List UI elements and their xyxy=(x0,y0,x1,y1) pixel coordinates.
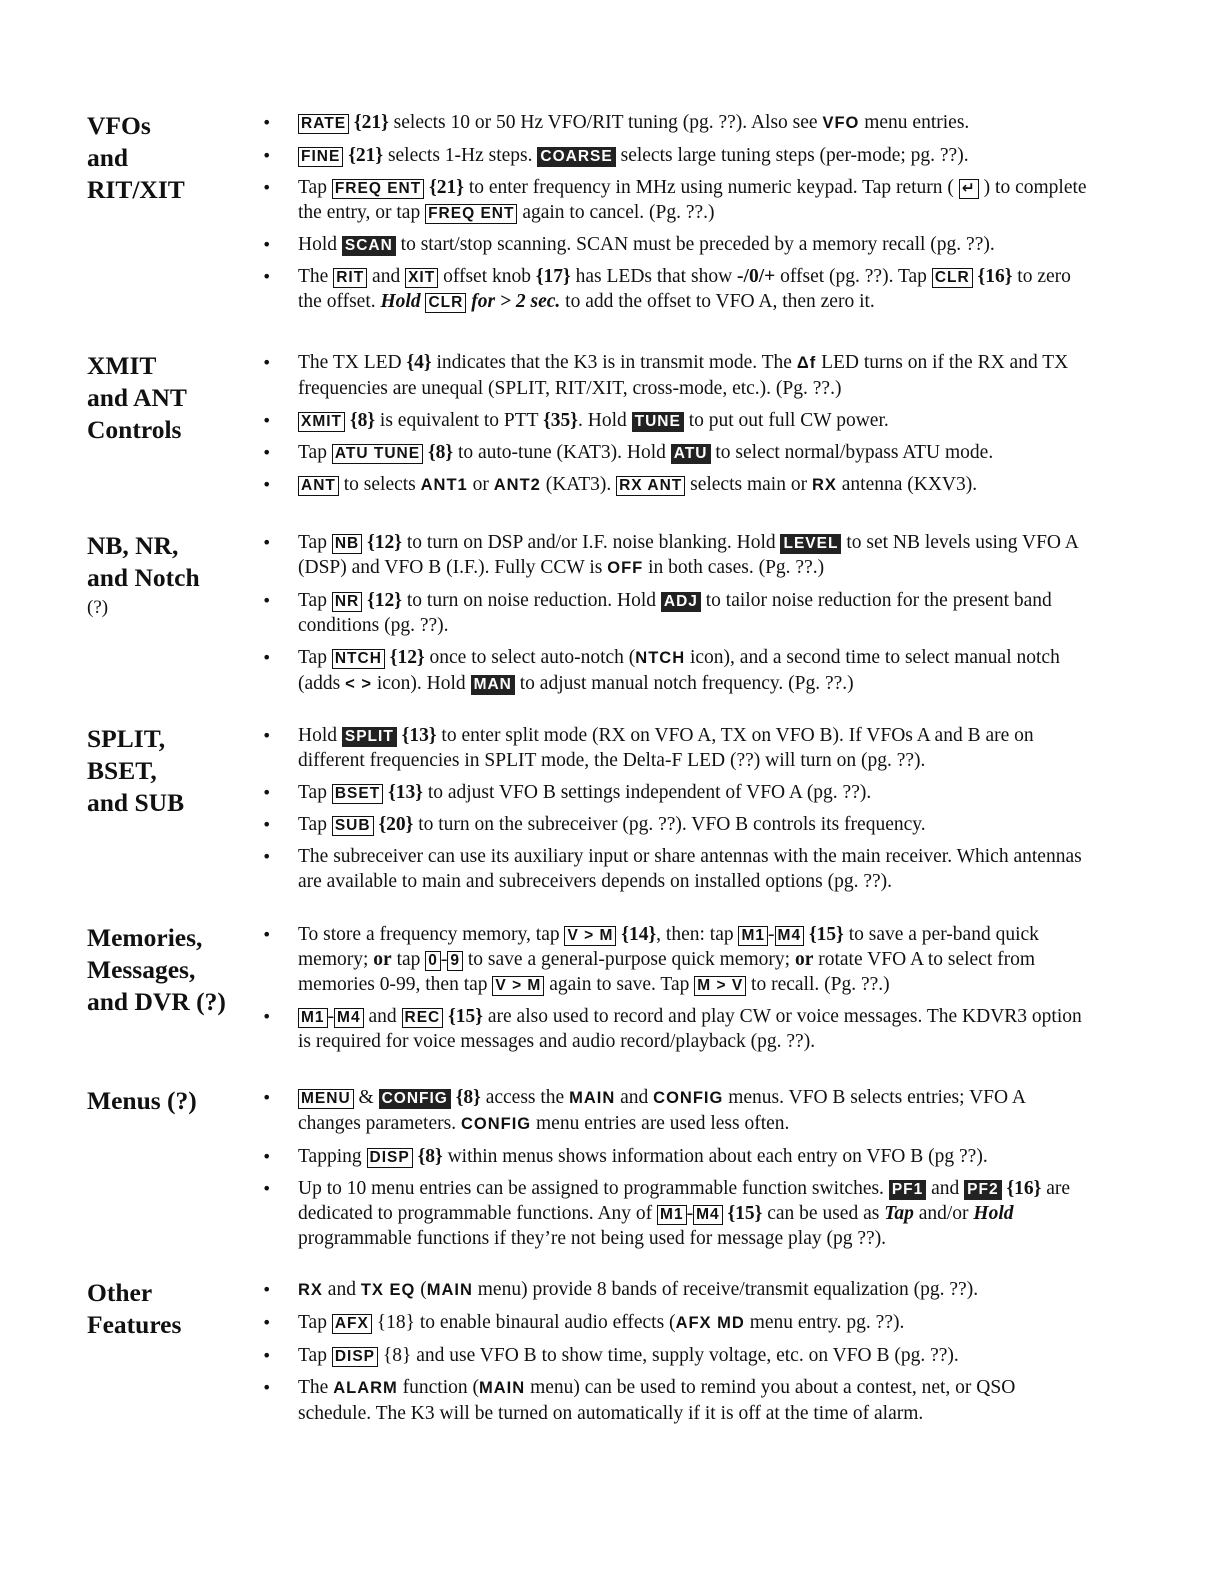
text-run: - xyxy=(327,1006,335,1027)
key-label: CLR xyxy=(932,268,973,288)
bold-text: {15} xyxy=(808,924,844,945)
hold-label: COARSE xyxy=(537,147,615,167)
text-run: Tap xyxy=(298,647,332,668)
text-run: rotate VFO A to select from memories 0-99, then tap xyxy=(298,949,1036,995)
bullet-item xyxy=(262,175,1092,225)
bold-italic-text: for > 2 sec. xyxy=(471,291,561,312)
key-label: REC xyxy=(402,1008,444,1028)
bullet-list xyxy=(262,1085,1092,1258)
bullet-dot-icon: • xyxy=(262,178,272,197)
menu-term: ANT2 xyxy=(493,476,541,494)
hold-label: SPLIT xyxy=(342,727,397,747)
bullet-item xyxy=(262,844,1092,894)
text-run: to turn on the subreceiver (pg. ??). VFO B controls its frequency. xyxy=(413,814,926,835)
bold-text: or xyxy=(794,949,814,970)
text-run: ( xyxy=(415,1279,427,1300)
bold-text: or xyxy=(373,949,392,970)
bullet-dot-icon: • xyxy=(262,783,272,802)
bold-text: {35} xyxy=(543,410,578,431)
key-label: FREQ ENT xyxy=(425,204,517,224)
key-label: FINE xyxy=(298,147,343,167)
heading-line: and ANT xyxy=(87,383,187,412)
text-run: offset knob xyxy=(438,266,536,287)
heading-line: XMIT xyxy=(87,351,157,380)
key-label: NB xyxy=(332,534,362,554)
bullet-item xyxy=(262,645,1092,697)
key-label: XMIT xyxy=(298,412,345,432)
text-run: icon). Hold xyxy=(371,673,471,694)
bullet-item xyxy=(262,1277,1092,1303)
key-label: ↵ xyxy=(959,179,979,199)
text-run: and xyxy=(363,1006,402,1027)
bullet-dot-icon: • xyxy=(262,591,272,610)
section-heading xyxy=(87,1085,262,1117)
bold-text: {16} xyxy=(1006,1178,1042,1199)
hold-label: PF1 xyxy=(889,1180,926,1200)
heading-line: Memories, xyxy=(87,923,203,952)
hold-label: SCAN xyxy=(342,236,396,256)
bold-italic-text: Hold xyxy=(380,291,421,312)
text-run: or xyxy=(467,474,494,495)
hold-label: MAN xyxy=(471,675,515,695)
bullet-dot-icon: • xyxy=(262,815,272,834)
key-label: V > M xyxy=(492,976,544,996)
section-heading xyxy=(87,922,262,1018)
bold-text: {13} xyxy=(388,782,423,803)
bullet-item xyxy=(262,588,1092,638)
bold-text: -/0/+ xyxy=(737,266,776,287)
key-label: RX ANT xyxy=(616,476,685,496)
text-run: tap xyxy=(391,949,426,970)
text-run: selects main or xyxy=(685,474,812,495)
text-run: are dedicated to programmable functions. Any of xyxy=(298,1178,1071,1224)
menu-term: CONFIG xyxy=(653,1089,724,1107)
key-label: M1 xyxy=(657,1205,687,1225)
key-label: SUB xyxy=(332,816,374,836)
menu-term: AFX MD xyxy=(675,1314,745,1332)
bullet-item xyxy=(262,264,1092,314)
key-label: M > V xyxy=(694,976,746,996)
bullet-item xyxy=(262,723,1092,773)
bullet-item xyxy=(262,1310,1092,1336)
text-run: Tap xyxy=(298,532,332,553)
heading-line: and xyxy=(87,143,129,172)
text-run: can be used as xyxy=(762,1203,885,1224)
menu-term: VFO xyxy=(822,114,860,132)
bullet-list xyxy=(262,350,1092,505)
text-run: icon), and a second time to select manual notch (adds xyxy=(298,647,1060,694)
text-run: {18} to enable binaural audio effects ( xyxy=(371,1312,676,1333)
heading-line: SPLIT, xyxy=(87,724,166,753)
text-run: and xyxy=(322,1279,361,1300)
text-run: again to save. Tap xyxy=(544,974,695,995)
text-run: access the xyxy=(480,1087,570,1108)
text-run: in both cases. (Pg. ??.) xyxy=(643,557,825,578)
text-run: to start/stop scanning. SCAN must be preceded by a memory recall (pg. ??). xyxy=(395,234,995,255)
key-label: CLR xyxy=(425,293,466,313)
text-run: menu) can be used to remind you about a contest, net, or QSO schedule. The K3 will be turned on automatically if it is off at the time of alarm. xyxy=(298,1377,1016,1424)
text-run: (KAT3). xyxy=(540,474,617,495)
section-heading xyxy=(87,530,262,622)
bold-text: {12} xyxy=(389,647,425,668)
text-run: to add the offset to VFO A, then zero it. xyxy=(560,291,875,312)
heading-line: BSET, xyxy=(87,756,157,785)
section-heading xyxy=(87,723,262,819)
bullet-dot-icon: • xyxy=(262,267,272,286)
text-run: again to cancel. (Pg. ??.) xyxy=(517,202,715,223)
menu-term: RX xyxy=(811,476,837,494)
key-label: 9 xyxy=(447,951,463,971)
text-run: Tap xyxy=(298,814,332,835)
bullet-dot-icon: • xyxy=(262,1147,272,1166)
bullet-dot-icon: • xyxy=(262,925,272,944)
bullet-dot-icon: • xyxy=(262,1088,272,1107)
menu-term: OFF xyxy=(607,559,644,577)
bullet-item xyxy=(262,780,1092,805)
bold-text: {8} xyxy=(455,1087,481,1108)
text-run: menu entries. xyxy=(859,112,970,133)
bold-text: {16} xyxy=(977,266,1013,287)
text-run: to select normal/bypass ATU mode. xyxy=(710,442,994,463)
heading-line: Menus (?) xyxy=(87,1086,197,1115)
text-run: to put out full CW power. xyxy=(683,410,889,431)
key-label: XIT xyxy=(405,268,438,288)
text-run: The xyxy=(298,266,334,287)
bullet-item xyxy=(262,1375,1092,1426)
text-run: Hold xyxy=(298,234,342,255)
hold-label: TUNE xyxy=(632,412,684,432)
section-heading xyxy=(87,110,262,206)
heading-line: and DVR (?) xyxy=(87,987,226,1016)
text-run: Tapping xyxy=(298,1146,367,1167)
text-run: to auto-tune (KAT3). Hold xyxy=(453,442,671,463)
bullet-dot-icon: • xyxy=(262,353,272,372)
text-run: to adjust VFO B settings independent of VFO A (pg. ??). xyxy=(422,782,872,803)
hold-label: ADJ xyxy=(661,592,701,612)
bold-text: {21} xyxy=(429,177,464,198)
text-run: selects 10 or 50 Hz VFO/RIT tuning (pg. ??). Also see xyxy=(388,112,823,133)
bullet-item xyxy=(262,812,1092,837)
text-run: & xyxy=(353,1087,379,1108)
key-label: M4 xyxy=(693,1205,723,1225)
key-label: M1 xyxy=(298,1008,328,1028)
text-run: LED turns on if the RX and TX frequencies are unequal (SPLIT, RIT/XIT, cross-mode, etc.). (Pg. ??.) xyxy=(298,352,1069,399)
bullet-dot-icon: • xyxy=(262,235,272,254)
menu-term: RX xyxy=(298,1281,323,1299)
menu-term: MAIN xyxy=(569,1089,616,1107)
bold-italic-text: Tap xyxy=(884,1203,914,1224)
text-run: to zero the offset. xyxy=(298,266,1071,312)
bullet-dot-icon: • xyxy=(262,146,272,165)
key-label: RIT xyxy=(333,268,367,288)
text-run: and xyxy=(367,266,406,287)
text-run: Tap xyxy=(298,1312,332,1333)
text-run: to tailor noise reduction for the present band conditions (pg. ??). xyxy=(298,590,1052,636)
text-run: to turn on DSP and/or I.F. noise blanking. Hold xyxy=(401,532,781,553)
key-label: DISP xyxy=(332,1347,378,1367)
bullet-item xyxy=(262,922,1092,997)
bullet-dot-icon: • xyxy=(262,475,272,494)
text-run: Tap xyxy=(298,177,332,198)
text-run: to recall. (Pg. ??.) xyxy=(746,974,890,995)
text-run: programmable functions if they’re not being used for message play (pg ??). xyxy=(298,1228,887,1249)
key-label: M4 xyxy=(334,1008,364,1028)
heading-subnote: (?) xyxy=(87,597,109,618)
menu-term: TX EQ xyxy=(360,1281,416,1299)
key-label: RATE xyxy=(298,114,349,134)
bold-text: {12} xyxy=(367,532,402,553)
text-run: The subreceiver can use its auxiliary input or share antennas with the main receiver. Which antennas are available to main and subreceivers depends on installed options (pg. ??). xyxy=(298,846,1082,892)
section-heading xyxy=(87,1277,262,1341)
bold-text: {15} xyxy=(448,1006,483,1027)
bullet-dot-icon: • xyxy=(262,443,272,462)
text-run: selects 1-Hz steps. xyxy=(383,145,538,166)
bullet-dot-icon: • xyxy=(262,1378,272,1397)
text-run: menu entries are used less often. xyxy=(531,1113,790,1134)
text-run: offset (pg. ??). Tap xyxy=(775,266,932,287)
menu-term: MAIN xyxy=(426,1281,473,1299)
key-label: V > M xyxy=(564,926,616,946)
bullet-item xyxy=(262,472,1092,498)
bullet-item xyxy=(262,232,1092,257)
text-run: menus. VFO B selects entries; VFO A changes parameters. xyxy=(298,1087,1025,1134)
bullet-dot-icon: • xyxy=(262,1313,272,1332)
text-run: Tap xyxy=(298,442,332,463)
bold-text: {8} xyxy=(427,442,454,463)
text-run: The TX LED xyxy=(298,352,407,373)
bold-italic-text: Hold xyxy=(973,1203,1014,1224)
bullet-list xyxy=(262,922,1092,1061)
heading-line: NB, NR, xyxy=(87,531,179,560)
text-run: to selects xyxy=(338,474,421,495)
text-run: . Hold xyxy=(578,410,632,431)
bold-text: {20} xyxy=(378,814,414,835)
text-run: function ( xyxy=(397,1377,480,1398)
bullet-item xyxy=(262,143,1092,168)
text-run: - xyxy=(440,949,448,970)
bullet-dot-icon: • xyxy=(262,1007,272,1026)
text-run: The xyxy=(298,1377,334,1398)
bullet-item xyxy=(262,1343,1092,1368)
key-label: ANT xyxy=(298,476,339,496)
text-run: menu) provide 8 bands of receive/transmit equalization (pg. ??). xyxy=(472,1279,979,1300)
text-run: Tap xyxy=(298,590,332,611)
heading-line: Other xyxy=(87,1278,153,1307)
bullet-dot-icon: • xyxy=(262,1280,272,1299)
bullet-item xyxy=(262,1085,1092,1137)
text-run: indicates that the K3 is in transmit mode. The xyxy=(431,352,797,373)
text-run: are also used to record and play CW or voice messages. The KDVR3 option is required for voice messages and audio record/playback (pg. ??). xyxy=(298,1006,1082,1052)
hold-label: LEVEL xyxy=(780,534,841,554)
bullet-list xyxy=(262,530,1092,704)
bold-text: {14} xyxy=(621,924,657,945)
hold-label: PF2 xyxy=(964,1180,1001,1200)
text-run: to save a per-band quick memory; xyxy=(298,924,1039,970)
hold-label: ATU xyxy=(671,444,711,464)
key-label: MENU xyxy=(298,1089,354,1109)
heading-line: and SUB xyxy=(87,788,185,817)
hold-label: CONFIG xyxy=(379,1089,451,1109)
bullet-dot-icon: • xyxy=(262,411,272,430)
bullet-item xyxy=(262,1176,1092,1251)
key-label: DISP xyxy=(367,1148,413,1168)
menu-term: < > xyxy=(345,675,372,693)
bullet-dot-icon: • xyxy=(262,1179,272,1198)
key-label: BSET xyxy=(332,784,383,804)
text-run: to set NB levels using VFO A (DSP) and VFO B (I.F.). Fully CCW is xyxy=(298,532,1078,578)
key-label: AFX xyxy=(332,1314,372,1334)
text-run: to enter frequency in MHz using numeric keypad. Tap return ( xyxy=(463,177,959,198)
bold-text: {12} xyxy=(367,590,402,611)
text-run: to enter split mode (RX on VFO A, TX on VFO B). If VFOs A and B are on different frequencies in SPLIT mode, the Delta-F LED (??) will turn on (pg. ??). xyxy=(298,725,1034,771)
text-run: once to select auto-notch ( xyxy=(424,647,636,668)
menu-term: CONFIG xyxy=(460,1115,532,1133)
menu-term: MAIN xyxy=(479,1379,526,1397)
bullet-item xyxy=(262,1144,1092,1169)
bullet-dot-icon: • xyxy=(262,847,272,866)
bold-text: {21} xyxy=(348,145,384,166)
text-run: to adjust manual notch frequency. (Pg. ??.) xyxy=(514,673,854,694)
text-run: selects large tuning steps (per-mode; pg. ??). xyxy=(615,145,969,166)
text-run: - xyxy=(768,924,775,945)
text-run: has LEDs that show xyxy=(570,266,738,287)
text-run: Hold xyxy=(298,725,342,746)
text-run: and xyxy=(615,1087,654,1108)
bold-text: {17} xyxy=(535,266,571,287)
text-run: {8} and use VFO B to show time, supply voltage, etc. on VFO B (pg. ??). xyxy=(378,1345,959,1366)
text-run: Tap xyxy=(298,782,332,803)
text-run: and/or xyxy=(913,1203,974,1224)
section-heading xyxy=(87,350,262,446)
text-run: and xyxy=(926,1178,965,1199)
key-label: 0 xyxy=(425,951,441,971)
heading-line: VFOs xyxy=(87,111,151,140)
text-run: - xyxy=(686,1203,694,1224)
bullet-item xyxy=(262,110,1092,136)
text-run: to turn on noise reduction. Hold xyxy=(401,590,661,611)
bold-text: {8} xyxy=(349,410,376,431)
text-run: To store a frequency memory, tap xyxy=(298,924,565,945)
key-label: M1 xyxy=(738,926,768,946)
menu-term: NTCH xyxy=(635,649,686,667)
menu-term: Δf xyxy=(796,354,817,372)
bold-text: {13} xyxy=(401,725,437,746)
heading-line: RIT/XIT xyxy=(87,175,185,204)
heading-line: Messages, xyxy=(87,955,196,984)
heading-line: Features xyxy=(87,1310,182,1339)
text-run: , then: tap xyxy=(656,924,739,945)
bullet-dot-icon: • xyxy=(262,533,272,552)
bullet-item xyxy=(262,350,1092,401)
text-run: menu entry. pg. ??). xyxy=(744,1312,905,1333)
menu-term: ANT1 xyxy=(420,476,468,494)
bullet-list xyxy=(262,723,1092,901)
bullet-dot-icon: • xyxy=(262,1346,272,1365)
text-run: ) to complete the entry, or tap xyxy=(298,177,1087,223)
menu-term: ALARM xyxy=(333,1379,398,1397)
text-run: is equivalent to PTT xyxy=(375,410,544,431)
key-label: M4 xyxy=(775,926,805,946)
heading-line: and Notch xyxy=(87,563,200,592)
bullet-list xyxy=(262,110,1092,321)
bold-text: {4} xyxy=(406,352,432,373)
heading-line: Controls xyxy=(87,415,182,444)
key-label: NR xyxy=(332,592,362,612)
key-label: FREQ ENT xyxy=(332,179,424,199)
bullet-item xyxy=(262,530,1092,581)
bullet-list xyxy=(262,1277,1092,1433)
bold-text: {15} xyxy=(727,1203,763,1224)
bullet-item xyxy=(262,440,1092,465)
text-run: to save a general-purpose quick memory; xyxy=(463,949,795,970)
text-run: Up to 10 menu entries can be assigned to programmable function switches. xyxy=(298,1178,889,1199)
bold-text: {8} xyxy=(417,1146,443,1167)
bullet-dot-icon: • xyxy=(262,648,272,667)
bullet-item xyxy=(262,1004,1092,1054)
key-label: NTCH xyxy=(332,649,385,669)
key-label: ATU TUNE xyxy=(332,444,423,464)
bullet-dot-icon: • xyxy=(262,113,272,132)
text-run: antenna (KXV3). xyxy=(836,474,978,495)
text-run: Tap xyxy=(298,1345,332,1366)
bold-text: {21} xyxy=(353,112,389,133)
bullet-item xyxy=(262,408,1092,433)
bullet-dot-icon: • xyxy=(262,726,272,745)
text-run: within menus shows information about each entry on VFO B (pg ??). xyxy=(442,1146,988,1167)
